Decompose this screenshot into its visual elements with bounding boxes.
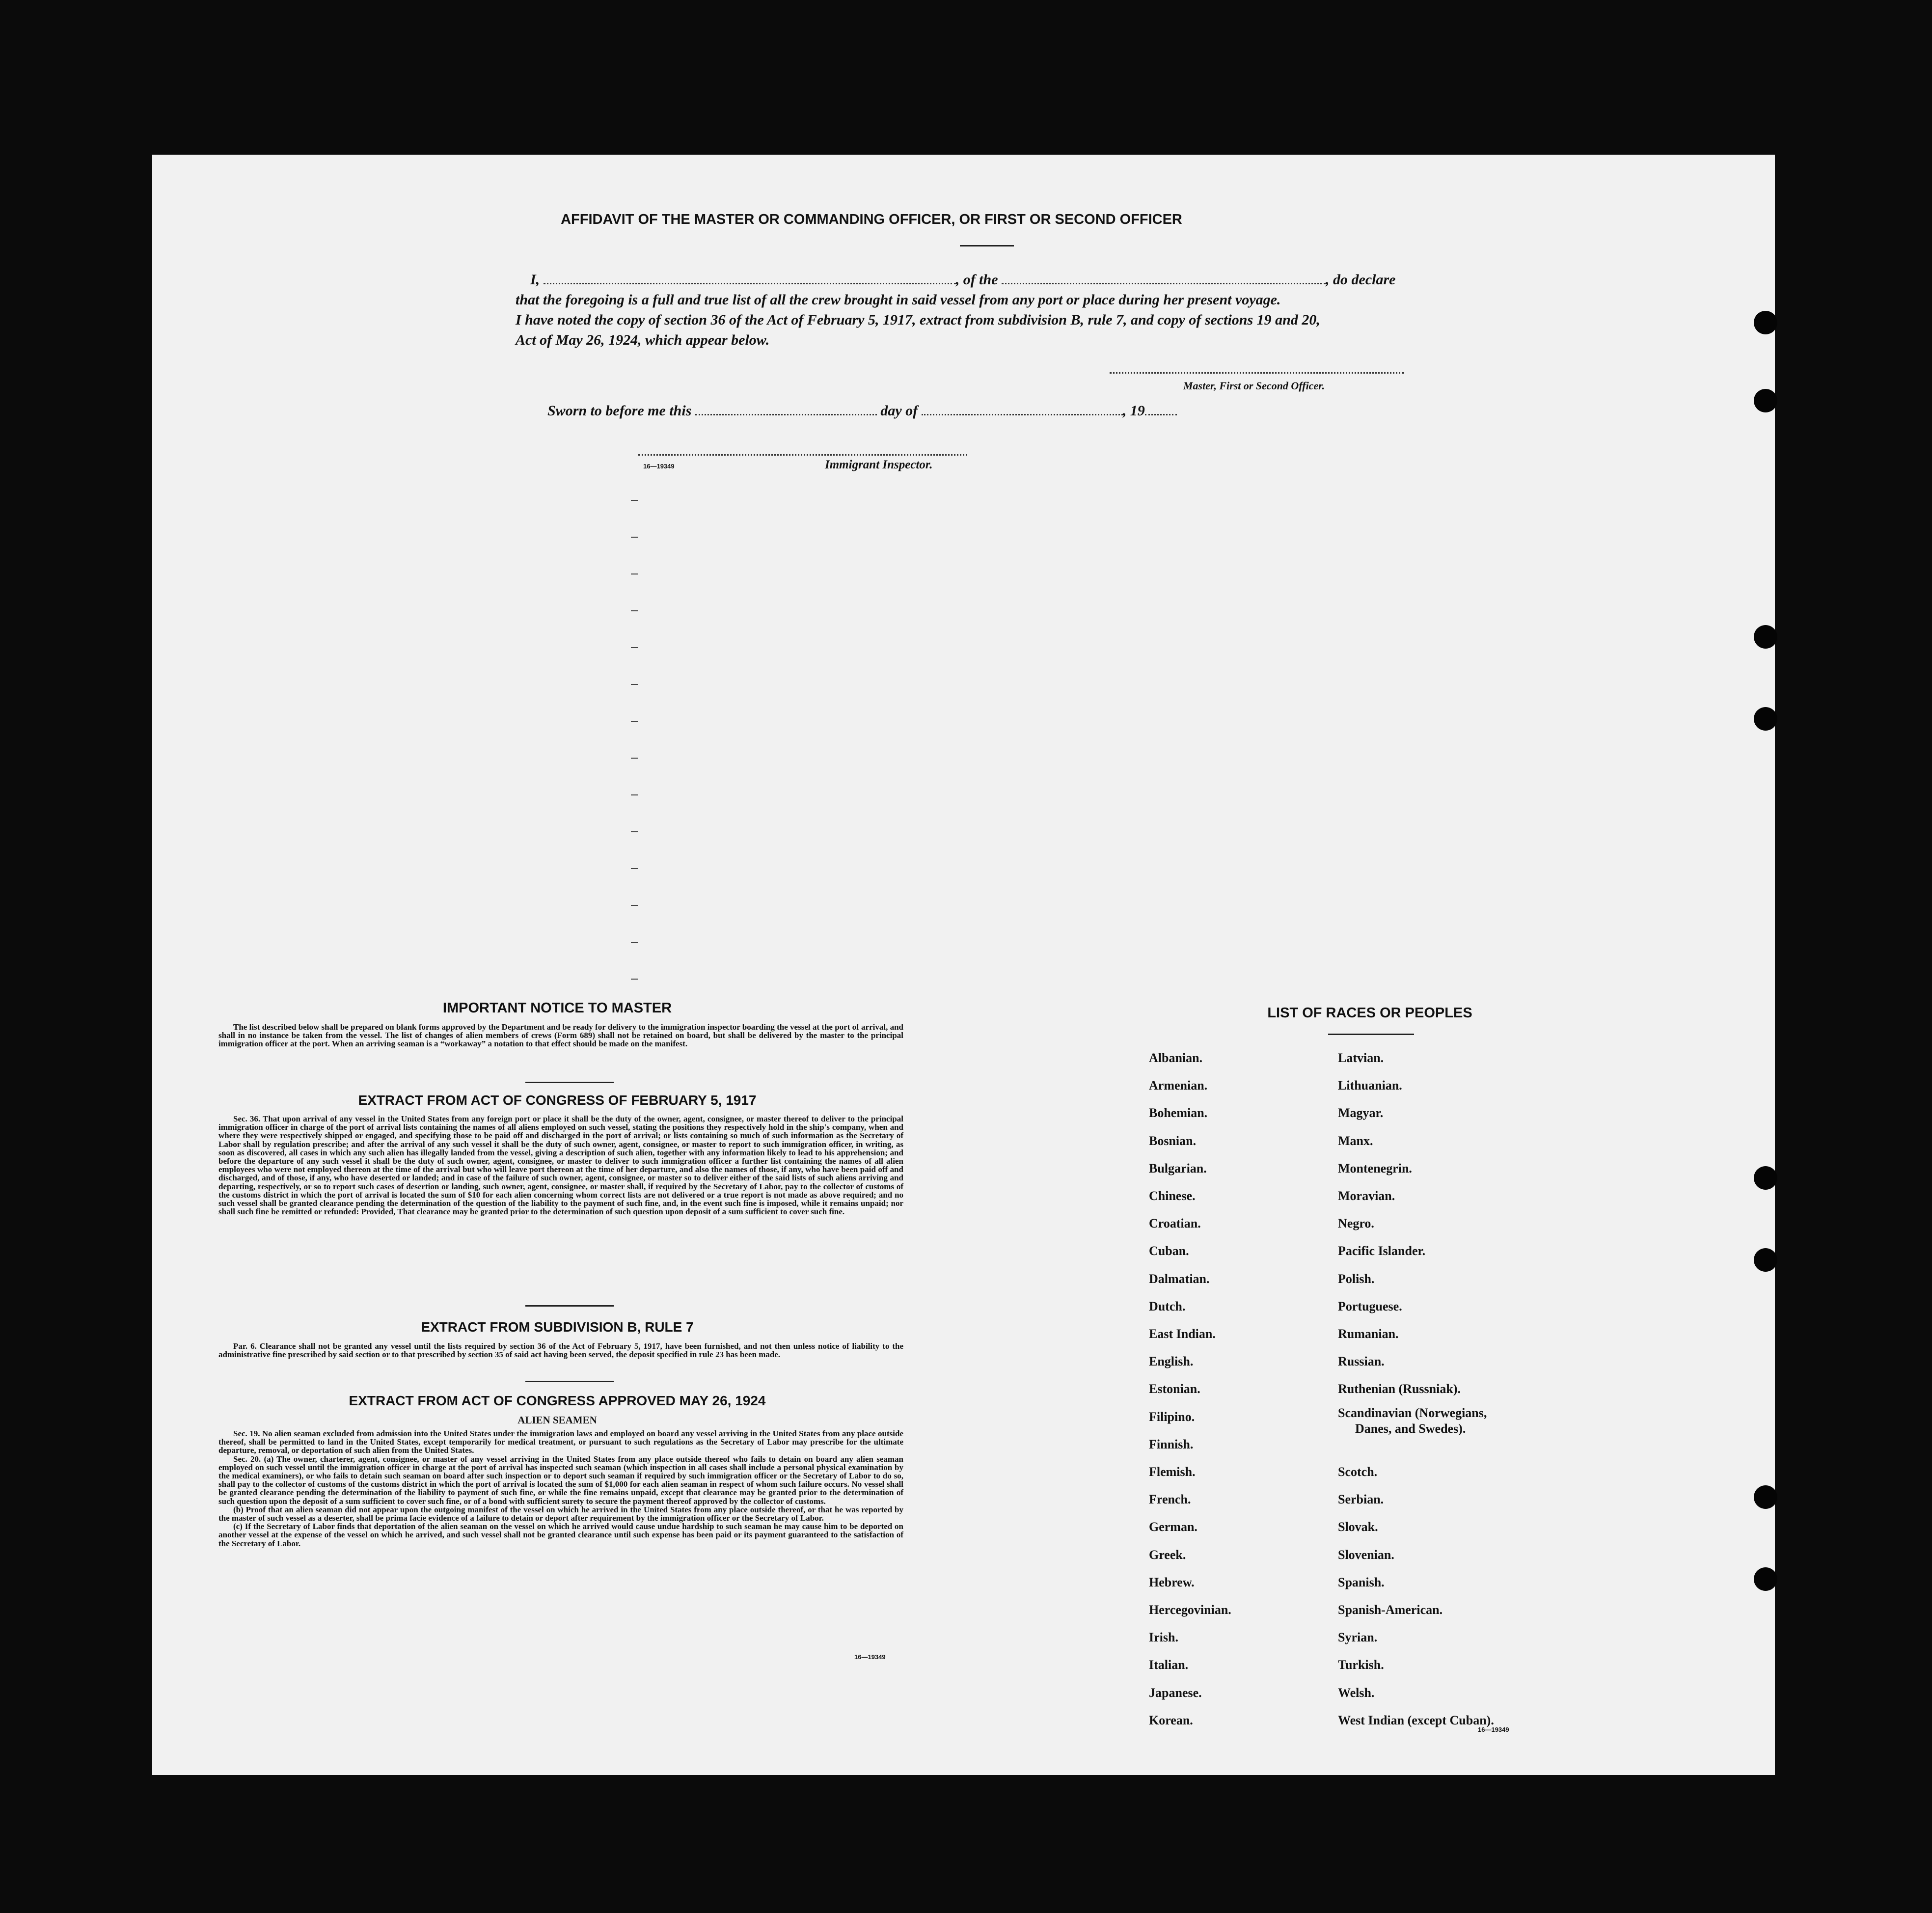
race-item: Hebrew. bbox=[1149, 1575, 1195, 1589]
race-item: Magyar. bbox=[1338, 1106, 1384, 1120]
race-item: Portuguese. bbox=[1338, 1299, 1402, 1313]
race-item: Cuban. bbox=[1149, 1244, 1189, 1258]
section-divider bbox=[525, 1305, 614, 1307]
notice-title: IMPORTANT NOTICE TO MASTER bbox=[442, 1000, 672, 1016]
section-divider bbox=[525, 1082, 614, 1083]
affidavit-title: AFFIDAVIT OF THE MASTER OR COMMANDING OFFICER, OR FIRST OR SECOND OFFICER bbox=[561, 212, 1182, 227]
declaration-line-1 bbox=[530, 272, 1395, 288]
race-item: Finnish. bbox=[1149, 1437, 1194, 1451]
race-item: Danes, and Swedes). bbox=[1355, 1421, 1466, 1436]
race-item: Armenian. bbox=[1149, 1078, 1208, 1093]
race-item: German. bbox=[1149, 1520, 1197, 1534]
races-title: LIST OF RACES OR PEOPLES bbox=[1267, 1005, 1472, 1021]
race-item: Slovak. bbox=[1338, 1520, 1378, 1534]
race-item: Latvian. bbox=[1338, 1051, 1384, 1065]
inspector-label: Immigrant Inspector. bbox=[825, 458, 933, 471]
extract-1924-body bbox=[218, 1429, 903, 1548]
race-item: Moravian. bbox=[1338, 1189, 1395, 1203]
margin-tick bbox=[631, 500, 638, 501]
punch-hole bbox=[1754, 1485, 1777, 1509]
race-item: Filipino. bbox=[1149, 1409, 1195, 1424]
form-number-bottom-right: 16—19349 bbox=[1478, 1726, 1509, 1733]
race-item: French. bbox=[1149, 1492, 1191, 1507]
do-declare-label: , do declare bbox=[1326, 272, 1396, 288]
sworn-month-field[interactable] bbox=[922, 414, 1123, 415]
sworn-year-field[interactable] bbox=[1145, 414, 1177, 415]
margin-tick bbox=[631, 979, 638, 980]
extract-1924-title: EXTRACT FROM ACT OF CONGRESS APPROVED MAY 26, 1924 bbox=[349, 1393, 766, 1408]
race-item: Croatian. bbox=[1149, 1216, 1201, 1231]
race-item: Manx. bbox=[1338, 1133, 1373, 1148]
margin-tick bbox=[631, 684, 638, 685]
declaration-line-3: I have noted the copy of section 36 of the Act of February 5, 1917, extract from subdivision B, rule 7, and copy of sections 19 and 20, bbox=[516, 312, 1320, 328]
punch-hole bbox=[1754, 707, 1777, 731]
race-item: Spanish. bbox=[1338, 1575, 1385, 1589]
race-item: Flemish. bbox=[1149, 1465, 1196, 1479]
punch-hole bbox=[1754, 389, 1777, 412]
race-item: Dalmatian. bbox=[1149, 1271, 1210, 1286]
rule-7-title: EXTRACT FROM SUBDIVISION B, RULE 7 bbox=[421, 1319, 694, 1335]
vessel-name-field[interactable] bbox=[1002, 283, 1326, 284]
margin-tick bbox=[631, 831, 638, 832]
punch-hole bbox=[1754, 1166, 1777, 1190]
race-item: Bulgarian. bbox=[1149, 1161, 1207, 1175]
document-sheet bbox=[152, 155, 1775, 1775]
race-item: Spanish-American. bbox=[1338, 1603, 1443, 1617]
race-item: West Indian (except Cuban). bbox=[1338, 1713, 1494, 1727]
race-item: Russian. bbox=[1338, 1354, 1385, 1369]
races-divider bbox=[1328, 1034, 1414, 1035]
margin-tick bbox=[631, 721, 638, 722]
race-item: Negro. bbox=[1338, 1216, 1374, 1231]
extract-1917-text: Sec. 36. That upon arrival of any vessel in the United States from any foreign port or place it shall be the duty of the owner, agent, consignee, or master thereof to deliver to the principal immigration officer in charge of the port of arrival lists containing the names of all aliens employed on such vessel, stating the positions they respectively hold in the ship's company, when and where they were respectively shipped or engaged, and specifying those to be paid off and discharged in the port of arrival; or lists containing so much of such information as the Secretary of Labor shall by regulation prescribe; and after the arrival of any such vessel it shall be the duty of such owner, agent, consignee, or master to report to such immigration officer, in writing, as soon as discovered, all cases in which any such alien has illegally landed from the vessel, giving a description of such alien, together with any information likely to lead to his apprehension; and before the departure of any such vessel it shall be the duty of such owner, agent, consignee, or master to deliver to such immigration officer a further list containing the names of all alien employees who were not employed thereon at the time of the arrival but who will leave port thereon at the time of her departure, and also the names of those, if any, who have been paid off and discharged, and of those, if any, who have deserted or landed; and in case of the failure of such owner, agent, consignee, or master so to deliver either of the said lists of such aliens arriving and departing, respectively, or so to report such cases of desertion or landing, such owner, agent, consignee, or master shall, if required by the Secretary of Labor, pay to the collector of customs of the customs district in which the port of arrival is located the sum of $10 for each alien concerning whom correct lists are not delivered or a true report is not made as above required; and no such vessel shall be granted clearance pending the determination of the question of the liability to the payment of such fine, and, in the event such fine is imposed, while it remains unpaid; nor shall such fine be remitted or refunded: Provided, That clearance may be granted prior to the determination of such question upon deposit of a sum sufficient to cover such fine. bbox=[218, 1114, 903, 1217]
signature-label: Master, First or Second Officer. bbox=[1183, 380, 1325, 392]
declarant-prefix: I, bbox=[530, 272, 540, 288]
margin-tick bbox=[631, 942, 638, 943]
race-item: Greek. bbox=[1149, 1547, 1186, 1562]
sworn-day-field[interactable] bbox=[695, 414, 877, 415]
declaration-line-2: that the foregoing is a full and true list of all the crew brought in said vessel from any port or place during her present voyage. bbox=[516, 292, 1281, 308]
margin-tick bbox=[631, 868, 638, 869]
race-item: Albanian. bbox=[1149, 1051, 1203, 1065]
race-item: Slovenian. bbox=[1338, 1547, 1394, 1562]
race-item: Bohemian. bbox=[1149, 1106, 1208, 1120]
punch-hole bbox=[1754, 625, 1777, 649]
race-item: Bosnian. bbox=[1149, 1133, 1197, 1148]
day-of-label: day of bbox=[880, 403, 918, 419]
of-the-label: , of the bbox=[955, 272, 998, 288]
race-item: Syrian. bbox=[1338, 1630, 1378, 1645]
section-19-text: Sec. 19. No alien seaman excluded from admission into the United States under the immigration laws and employed on board any vessel arriving in the United States from any place outside thereof, shall be permitted to land in the United States, except temporarily for medical treatment, or pursuant to such regulations as the Secretary of Labor may prescribe for the ultimate departure, removal, or deportation of such alien from the United States. bbox=[218, 1429, 903, 1455]
title-divider bbox=[960, 245, 1014, 246]
race-item: Irish. bbox=[1149, 1630, 1178, 1645]
margin-tick bbox=[631, 758, 638, 759]
margin-tick bbox=[631, 905, 638, 906]
punch-hole bbox=[1754, 1248, 1777, 1272]
race-item: Estonian. bbox=[1149, 1382, 1200, 1396]
race-item: Welsh. bbox=[1338, 1685, 1375, 1700]
race-item: Lithuanian. bbox=[1338, 1078, 1402, 1093]
race-item: Hercegovinian. bbox=[1149, 1603, 1231, 1617]
margin-tick bbox=[631, 647, 638, 648]
race-item: Scotch. bbox=[1338, 1465, 1378, 1479]
margin-tick bbox=[631, 794, 638, 795]
punch-hole bbox=[1754, 1567, 1777, 1591]
sworn-line bbox=[547, 403, 1177, 419]
race-item: Rumanian. bbox=[1338, 1327, 1399, 1341]
race-item: Montenegrin. bbox=[1338, 1161, 1412, 1175]
race-item: Dutch. bbox=[1149, 1299, 1186, 1313]
race-item: East Indian. bbox=[1149, 1327, 1216, 1341]
section-divider bbox=[525, 1381, 614, 1382]
race-item: Pacific Islander. bbox=[1338, 1244, 1426, 1258]
race-item: Polish. bbox=[1338, 1271, 1375, 1286]
punch-hole bbox=[1754, 311, 1777, 334]
signature-field[interactable] bbox=[1110, 372, 1404, 374]
race-item: Ruthenian (Russniak). bbox=[1338, 1382, 1461, 1396]
race-item: Italian. bbox=[1149, 1658, 1189, 1672]
declarant-name-field[interactable] bbox=[544, 283, 956, 284]
race-item: Chinese. bbox=[1149, 1189, 1196, 1203]
form-number-top: 16—19349 bbox=[643, 463, 675, 470]
section-20c-text: (c) If the Secretary of Labor finds that deportation of the alien seaman on the vessel on which he arrived would cause undue hardship to such seaman he may cause him to be deported on another vessel at the expense of the vessel on which he arrived, and such vessel shall not be granted clearance until such expense has been paid or its payment guaranteed to the satisfaction of the Secretary of Labor. bbox=[218, 1522, 903, 1548]
alien-seamen-subtitle: ALIEN SEAMEN bbox=[517, 1414, 597, 1426]
race-item: Japanese. bbox=[1149, 1685, 1202, 1700]
rule-7-text: Par. 6. Clearance shall not be granted any vessel until the lists required by section 36 of the Act of February 5, 1917, have been furnished, and not then unless notice of liability to the administrative fine prescribed by said section or to that prescribed by section 35 of said act having been served, the deposit specified in rule 23 has been made. bbox=[218, 1341, 903, 1360]
margin-tick bbox=[631, 610, 638, 611]
margin-tick bbox=[631, 537, 638, 538]
section-20a-text: Sec. 20. (a) The owner, charterer, agent, consignee, or master of any vessel arriving in the United States from any place outside thereof who fails to detain on board any alien seaman employed on such vessel until the immigration officer in charge at the port of arrival has inspected such seaman (which inspection in all cases shall include a personal physical examination by the medical examiners), or who fails to detain such seaman on board after such inspection or to deport such seaman if required by such immigration officer or the Secretary of Labor to do so, shall pay to the collector of customs of the customs district in which the port of arrival is located the sum of $1,000 for each alien seaman in respect of whom such failure occurs. No vessel shall be granted clearance pending the determination of the liability to payment of such fine, or while the fine remains unpaid, except that clearance may be granted prior to the determination of such question upon the deposit of a sum sufficient to cover such fine, or of a bond with sufficient surety to secure the payment thereof approved by the collector of customs. bbox=[218, 1454, 903, 1506]
year-label: , 19 bbox=[1122, 403, 1145, 419]
inspector-signature-field[interactable] bbox=[638, 454, 967, 456]
race-item: English. bbox=[1149, 1354, 1194, 1369]
section-20b-text: (b) Proof that an alien seaman did not appear upon the outgoing manifest of the vessel on which he arrived in the United States from any place outside thereof, or that he was reported by the master of such vessel as a deserter, shall be prima facie evidence of a failure to detain or deport after requirement by the immigration officer or the Secretary of Labor. bbox=[218, 1504, 903, 1523]
race-item: Serbian. bbox=[1338, 1492, 1384, 1507]
notice-text: The list described below shall be prepared on blank forms approved by the Department and be ready for delivery to the immigration inspector boarding the vessel at the port of arrival, and shall in no instance be taken from the vessel. The list of changes of alien members of crews (Form 689) shall not be retained on board, but shall be delivered by the master to the principal immigration officer at the port. When an arriving seaman is a “workaway” a notation to that effect should be made on the manifest. bbox=[218, 1022, 903, 1049]
sworn-label: Sworn to before me this bbox=[547, 403, 692, 419]
race-item: Scandinavian (Norwegians, bbox=[1338, 1405, 1487, 1420]
form-number-bottom-left: 16—19349 bbox=[854, 1653, 886, 1661]
race-item: Korean. bbox=[1149, 1713, 1193, 1727]
race-item: Turkish. bbox=[1338, 1658, 1384, 1672]
declaration-line-4: Act of May 26, 1924, which appear below. bbox=[516, 332, 770, 348]
extract-1917-title: EXTRACT FROM ACT OF CONGRESS OF FEBRUARY 5, 1917 bbox=[358, 1093, 757, 1108]
